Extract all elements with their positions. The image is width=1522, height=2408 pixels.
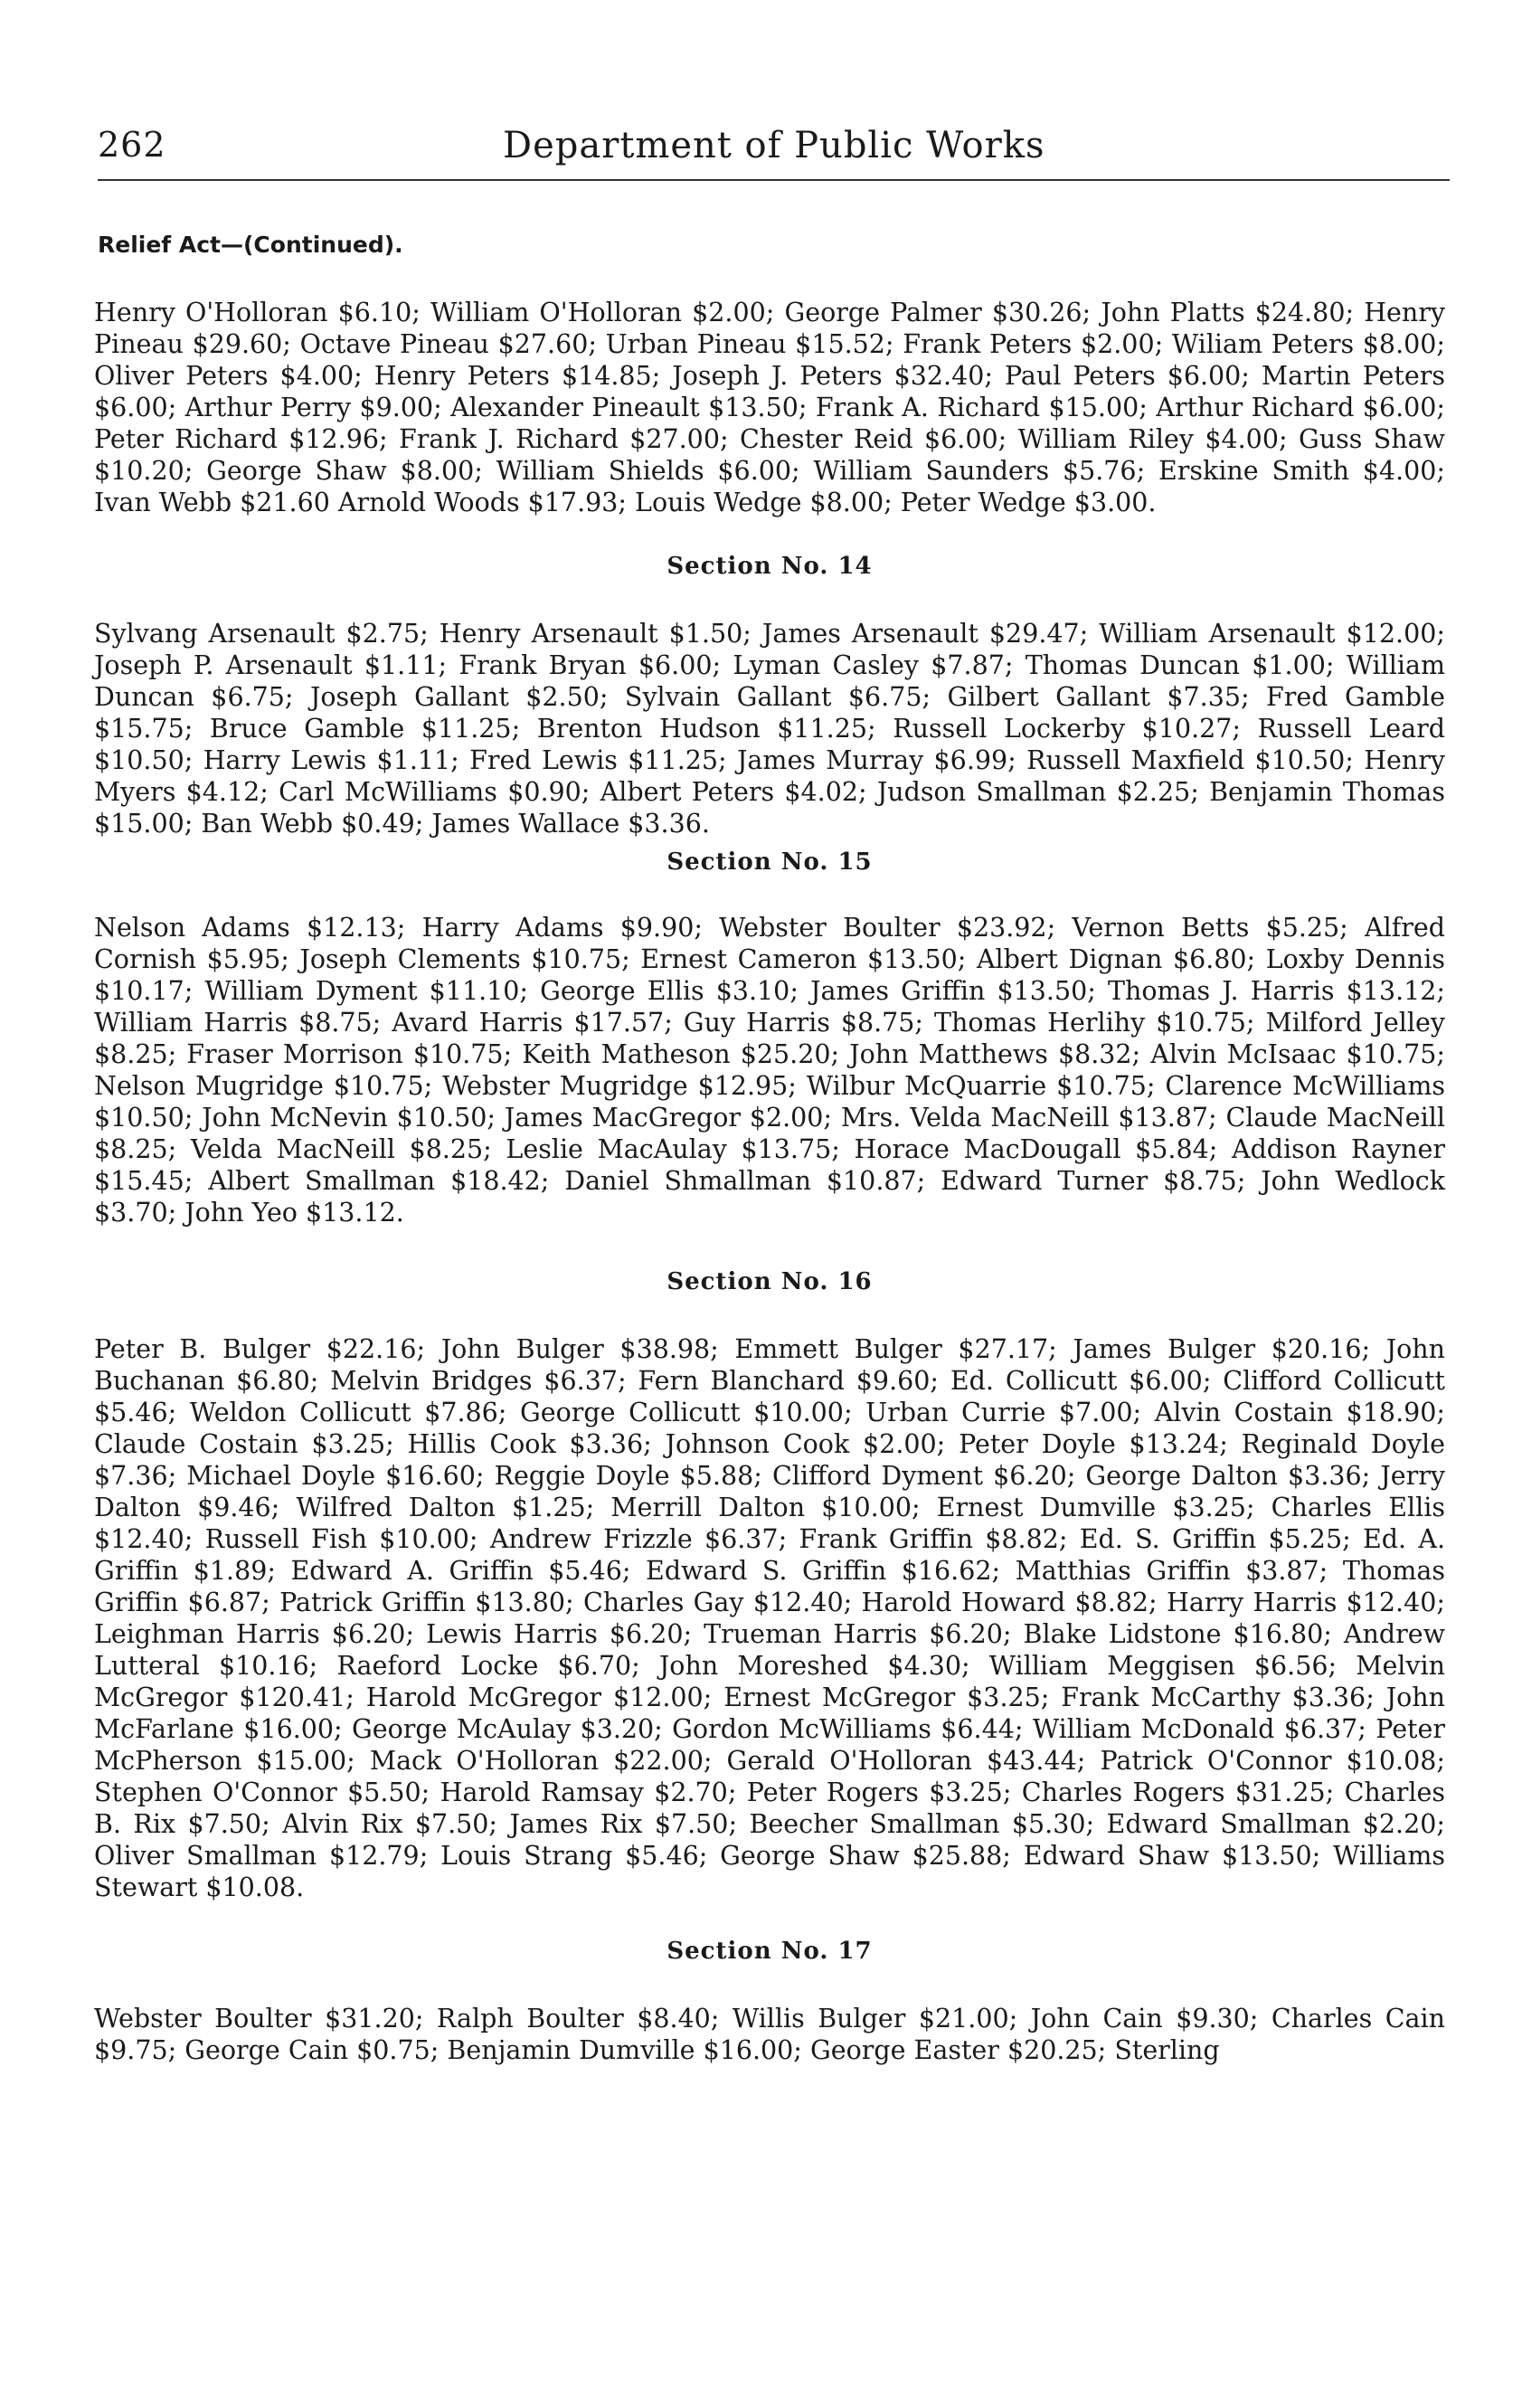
paragraph-continued: Henry O'Holloran $6.10; William O'Holloran $2.00; George Palmer $30.26; John Platts $24.80; Henry Pineau $29.60; Octave Pineau $27.60; Urban Pineau $15.52; Frank Peters $2.00; Wiliam Peters $8.00; Oliver Peters $4.00; Henry Peters $14.85; Joseph J. Peters $32.40; Paul Peters $6.00; Martin Peters $6.00; Arthur Perry $9.00; Alexander Pineault $13.50; Frank A. Richard $15.00; Arthur Richard $6.00; Peter Richard $12.96; Frank J. Richard $27.00; Chester Reid $6.00; William Riley $4.00; Guss Shaw $10.20; George Shaw $8.00; William Shields $6.00; William Saunders $5.76; Erskine Smith $4.00; Ivan Webb $21.60 Arnold Woods $17.93; Louis Wedge $8.00; Peter Wedge $3.00. (94, 298, 1445, 517)
paragraph-section-14: Sylvang Arsenault $2.75; Henry Arsenault $1.50; James Arsenault $29.47; William Arsenault $12.00; Joseph P. Arsenault $1.11; Frank Bryan $6.00; Lyman Casley $7.87; Thomas Duncan $1.00; William Duncan $6.75; Joseph Gallant $2.50; Sylvain Gallant $6.75; Gilbert Gallant $7.35; Fred Gamble $15.75; Bruce Gamble $11.25; Brenton Hudson $11.25; Russell Lockerby $10.27; Russell Leard $10.50; Harry Lewis $1.11; Fred Lewis $11.25; James Murray $6.99; Russell Maxfield $10.50; Henry Myers $4.12; Carl McWilliams $0.90; Albert Peters $4.02; Judson Smallman $2.25; Benjamin Thomas $15.00; Ban Webb $0.49; James Wallace $3.36. (94, 619, 1445, 839)
section-16-heading: Section No. 16 (666, 1268, 873, 1295)
page-body (94, 226, 1445, 2066)
act-heading: Relief Act—(Continued). (98, 232, 403, 258)
running-header (98, 125, 1450, 170)
page-number: 262 (98, 125, 166, 165)
paragraph-section-15: Nelson Adams $12.13; Harry Adams $9.90; Webster Boulter $23.92; Vernon Betts $5.25; Alfred Cornish $5.95; Joseph Clements $10.75; Ernest Cameron $13.50; Albert Dignan $6.80; Loxby Dennis $10.17; William Dyment $11.10; George Ellis $3.10; James Griffin $13.50; Thomas J. Harris $13.12; William Harris $8.75; Avard Harris $17.57; Guy Harris $8.75; Thomas Herlihy $10.75; Milford Jelley $8.25; Fraser Morrison $10.75; Keith Matheson $25.20; John Matthews $8.32; Alvin McIsaac $10.75; Nelson Mugridge $10.75; Webster Mugridge $12.95; Wilbur McQuarrie $10.75; Clarence McWilliams $10.50; John McNevin $10.50; James MacGregor $2.00; Mrs. Velda MacNeill $13.87; Claude MacNeill $8.25; Velda MacNeill $8.25; Leslie MacAulay $13.75; Horace MacDougall $5.84; Addison Rayner $15.45; Albert Smallman $18.42; Daniel Shmallman $10.87; Edward Turner $8.75; John Wedlock $3.70; John Yeo $13.12. (94, 913, 1445, 1228)
paragraph-section-16: Peter B. Bulger $22.16; John Bulger $38.98; Emmett Bulger $27.17; James Bulger $20.16; John Buchanan $6.80; Melvin Bridges $6.37; Fern Blanchard $9.60; Ed. Collicutt $6.00; Clifford Collicutt $5.46; Weldon Collicutt $7.86; George Collicutt $10.00; Urban Currie $7.00; Alvin Costain $18.90; Claude Costain $3.25; Hillis Cook $3.36; Johnson Cook $2.00; Peter Doyle $13.24; Reginald Doyle $7.36; Michael Doyle $16.60; Reggie Doyle $5.88; Clifford Dyment $6.20; George Dalton $3.36; Jerry Dalton $9.46; Wilfred Dalton $1.25; Merrill Dalton $10.00; Ernest Dumville $3.25; Charles Ellis $12.40; Russell Fish $10.00; Andrew Frizzle $6.37; Frank Griffin $8.82; Ed. S. Griffin $5.25; Ed. A. Griffin $1.89; Edward A. Griffin $5.46; Edward S. Griffin $16.62; Matthias Griffin $3.87; Thomas Griffin $6.87; Patrick Griffin $13.80; Charles Gay $12.40; Harold Howard $8.82; Harry Harris $12.40; Leighman Harris $6.20; Lewis Harris $6.20; Trueman Harris $6.20; Blake Lidstone $16.80; Andrew Lutteral $10.16; Raeford Locke $6.70; John Moreshed $4.30; William Meggisen $6.56; Melvin McGregor $120.41; Harold McGregor $12.00; Ernest McGregor $3.25; Frank McCarthy $3.36; John McFarlane $16.00; George McAulay $3.20; Gordon McWilliams $6.44; William McDonald $6.37; Peter McPherson $15.00; Mack O'Holloran $22.00; Gerald O'Holloran $43.44; Patrick O'Connor $10.08; Stephen O'Connor $5.50; Harold Ramsay $2.70; Peter Rogers $3.25; Charles Rogers $31.25; Charles B. Rix $7.50; Alvin Rix $7.50; James Rix $7.50; Beecher Smallman $5.30; Edward Smallman $2.20; Oliver Smallman $12.79; Louis Strang $5.46; George Shaw $25.88; Edward Shaw $13.50; Williams Stewart $10.08. (94, 1334, 1445, 1902)
paragraph-section-17: Webster Boulter $31.20; Ralph Boulter $8.40; Willis Bulger $21.00; John Cain $9.30; Charles Cain $9.75; George Cain $0.75; Benjamin Dumville $16.00; George Easter $20.25; Sterling (94, 2004, 1445, 2065)
section-14-heading: Section No. 14 (666, 553, 873, 580)
section-17-heading: Section No. 17 (666, 1938, 873, 1965)
section-15-heading: Section No. 15 (666, 848, 873, 876)
running-title: Department of Public Works (503, 125, 1045, 166)
header-rule (98, 179, 1450, 181)
